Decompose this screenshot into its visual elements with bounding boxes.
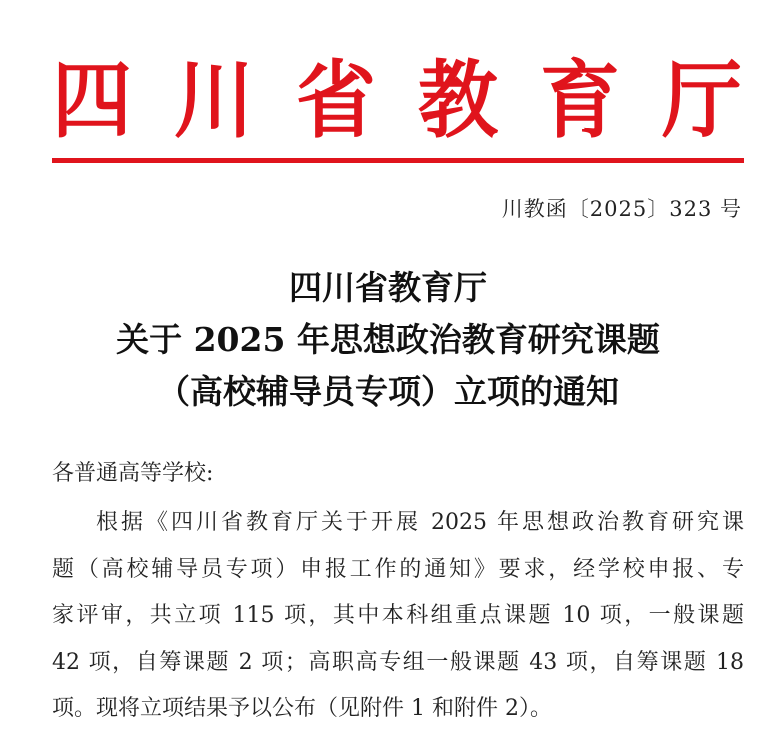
document-number: 川教函〔2025〕323 号 <box>501 197 742 221</box>
masthead-char: 厅 <box>662 50 742 150</box>
salutation: 各普通高等学校: <box>52 461 214 486</box>
body-line: 42 项，自筹课题 2 项；高职高专组一般课题 43 项，自筹课题 18 <box>52 649 744 675</box>
masthead-char: 四 <box>52 50 132 150</box>
masthead-char: 川 <box>174 50 254 150</box>
title-line-1: 四川省教育厅 <box>289 268 487 307</box>
notice-title <box>0 262 776 418</box>
masthead-divider <box>52 158 744 163</box>
title-line-2: 关于 2025 年思想政治教育研究课题 <box>116 320 660 359</box>
body-line: 题（高校辅导员专项）申报工作的通知》要求，经学校申报、专 <box>52 556 744 582</box>
body-line: 家评审，共立项 115 项，其中本科组重点课题 10 项，一般课题 <box>52 603 744 628</box>
masthead-char: 育 <box>540 50 620 150</box>
body-line: 根据《四川省教育厅关于开展 2025 年思想政治教育研究课 <box>96 510 744 535</box>
body-paragraph <box>52 500 744 733</box>
masthead-char: 教 <box>418 50 498 150</box>
masthead-title <box>52 50 742 150</box>
body-line: 项。现将立项结果予以公布（见附件 1 和附件 2）。 <box>52 696 552 721</box>
title-line-3: （高校辅导员专项）立项的通知 <box>157 372 619 411</box>
masthead-char: 省 <box>296 50 376 150</box>
